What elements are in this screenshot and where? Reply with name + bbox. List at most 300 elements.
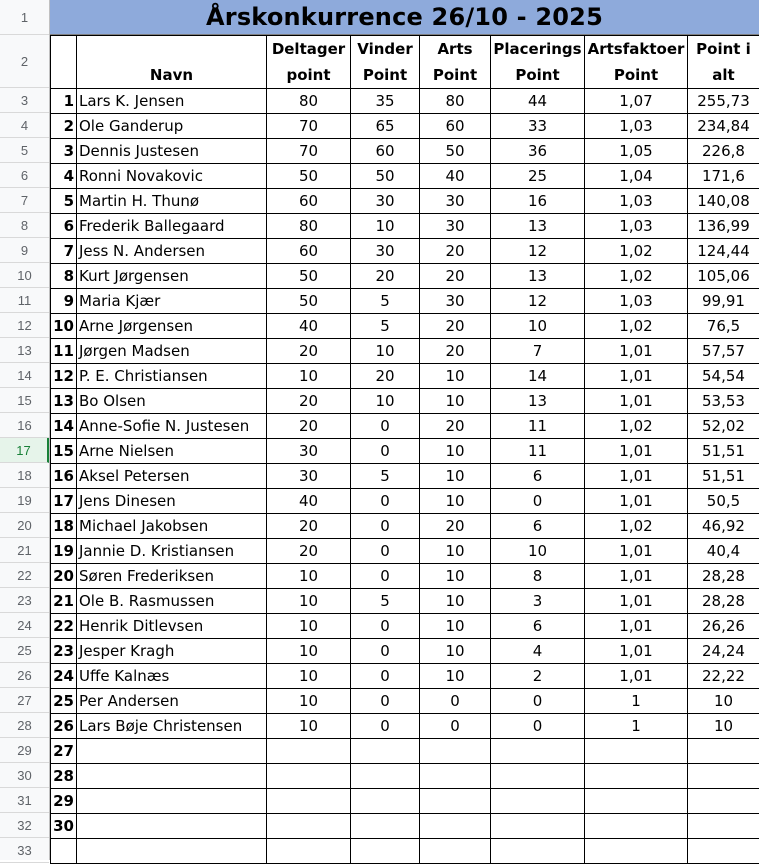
- total-point-cell[interactable]: 52,02: [688, 414, 759, 439]
- row-number[interactable]: 9: [0, 238, 49, 263]
- total-point-cell[interactable]: 171,6: [688, 164, 759, 189]
- row-number[interactable]: 30: [0, 763, 49, 788]
- artsfaktor-cell[interactable]: 1: [585, 714, 688, 739]
- artsfaktor-cell[interactable]: 1,01: [585, 589, 688, 614]
- row-number[interactable]: 31: [0, 788, 49, 813]
- table-row: [51, 689, 759, 714]
- artsfaktor-cell[interactable]: 1,01: [585, 614, 688, 639]
- arts-point-cell[interactable]: 10: [420, 489, 491, 514]
- name-cell[interactable]: Henrik Ditlevsen: [77, 614, 267, 639]
- vinder-point-cell[interactable]: [351, 764, 420, 789]
- table-row: [51, 514, 759, 539]
- arts-point-cell[interactable]: 60: [420, 114, 491, 139]
- rank-cell[interactable]: 5: [51, 189, 77, 214]
- deltager-point-cell[interactable]: 70: [267, 114, 351, 139]
- row-number[interactable]: 27: [0, 688, 49, 713]
- vinder-point-cell[interactable]: 35: [351, 89, 420, 114]
- row-number[interactable]: 6: [0, 163, 49, 188]
- deltager-point-cell[interactable]: [267, 764, 351, 789]
- placerings-point-cell[interactable]: 6: [491, 614, 585, 639]
- header-deltager[interactable]: [267, 36, 351, 89]
- total-point-cell[interactable]: 40,4: [688, 539, 759, 564]
- row-number[interactable]: 21: [0, 538, 49, 563]
- arts-point-cell[interactable]: 0: [420, 714, 491, 739]
- arts-point-cell[interactable]: 30: [420, 189, 491, 214]
- vinder-point-cell[interactable]: 5: [351, 314, 420, 339]
- deltager-point-cell[interactable]: 10: [267, 614, 351, 639]
- placerings-point-cell[interactable]: 12: [491, 239, 585, 264]
- header-placerings[interactable]: [491, 36, 585, 89]
- name-cell[interactable]: Anne-Sofie N. Justesen: [77, 414, 267, 439]
- placerings-point-cell[interactable]: 10: [491, 314, 585, 339]
- artsfaktor-cell[interactable]: 1,01: [585, 364, 688, 389]
- placerings-point-cell[interactable]: 6: [491, 514, 585, 539]
- rank-cell[interactable]: 21: [51, 589, 77, 614]
- placerings-point-cell[interactable]: [491, 789, 585, 814]
- artsfaktor-cell[interactable]: 1,01: [585, 439, 688, 464]
- vinder-point-cell[interactable]: 10: [351, 339, 420, 364]
- arts-point-cell[interactable]: 10: [420, 664, 491, 689]
- name-cell[interactable]: Arne Jørgensen: [77, 314, 267, 339]
- arts-point-cell[interactable]: 80: [420, 89, 491, 114]
- arts-point-cell[interactable]: [420, 739, 491, 764]
- total-point-cell[interactable]: 24,24: [688, 639, 759, 664]
- placerings-point-cell[interactable]: 2: [491, 664, 585, 689]
- arts-point-cell[interactable]: [420, 789, 491, 814]
- name-cell[interactable]: Kurt Jørgensen: [77, 264, 267, 289]
- deltager-point-cell[interactable]: 50: [267, 289, 351, 314]
- total-point-cell[interactable]: 234,84: [688, 114, 759, 139]
- arts-point-cell[interactable]: 10: [420, 364, 491, 389]
- arts-point-cell[interactable]: 20: [420, 314, 491, 339]
- name-cell[interactable]: [77, 789, 267, 814]
- arts-point-cell[interactable]: 20: [420, 414, 491, 439]
- placerings-point-cell[interactable]: [491, 814, 585, 839]
- vinder-point-cell[interactable]: 0: [351, 664, 420, 689]
- artsfaktor-cell[interactable]: 1,03: [585, 214, 688, 239]
- artsfaktor-cell[interactable]: 1,01: [585, 339, 688, 364]
- row-number[interactable]: 1: [0, 0, 49, 35]
- vinder-point-cell[interactable]: 20: [351, 364, 420, 389]
- placerings-point-cell[interactable]: 13: [491, 214, 585, 239]
- table-row: [51, 489, 759, 514]
- deltager-point-cell[interactable]: [267, 814, 351, 839]
- vinder-point-cell[interactable]: 20: [351, 264, 420, 289]
- arts-point-cell[interactable]: [420, 764, 491, 789]
- rank-cell[interactable]: 14: [51, 414, 77, 439]
- row-number[interactable]: 23: [0, 588, 49, 613]
- placerings-point-cell[interactable]: 6: [491, 464, 585, 489]
- arts-point-cell[interactable]: 20: [420, 239, 491, 264]
- placerings-point-cell[interactable]: 4: [491, 639, 585, 664]
- deltager-point-cell[interactable]: 80: [267, 214, 351, 239]
- vinder-point-cell[interactable]: 0: [351, 714, 420, 739]
- rank-cell[interactable]: 13: [51, 389, 77, 414]
- artsfaktor-cell[interactable]: 1,03: [585, 114, 688, 139]
- vinder-point-cell[interactable]: [351, 814, 420, 839]
- name-cell[interactable]: Per Andersen: [77, 689, 267, 714]
- table-row: [51, 539, 759, 564]
- rank-cell[interactable]: 26: [51, 714, 77, 739]
- artsfaktor-cell[interactable]: [585, 789, 688, 814]
- deltager-point-cell[interactable]: 40: [267, 489, 351, 514]
- artsfaktor-cell[interactable]: 1,01: [585, 639, 688, 664]
- name-cell[interactable]: Søren Frederiksen: [77, 564, 267, 589]
- name-cell[interactable]: Martin H. Thunø: [77, 189, 267, 214]
- header-rank-cell[interactable]: [51, 36, 77, 89]
- total-point-cell[interactable]: 226,8: [688, 139, 759, 164]
- row-number[interactable]: 14: [0, 363, 49, 388]
- artsfaktor-cell[interactable]: 1,01: [585, 389, 688, 414]
- name-cell[interactable]: Jannie D. Kristiansen: [77, 539, 267, 564]
- total-point-cell[interactable]: 28,28: [688, 589, 759, 614]
- deltager-point-cell[interactable]: 60: [267, 239, 351, 264]
- vinder-point-cell[interactable]: 50: [351, 164, 420, 189]
- vinder-point-cell[interactable]: [351, 789, 420, 814]
- total-point-cell[interactable]: 136,99: [688, 214, 759, 239]
- header-navn-label: Navn: [150, 66, 193, 84]
- vinder-point-cell[interactable]: 30: [351, 189, 420, 214]
- vinder-point-cell[interactable]: 0: [351, 514, 420, 539]
- arts-point-cell[interactable]: 20: [420, 264, 491, 289]
- deltager-point-cell[interactable]: [267, 739, 351, 764]
- header-vinder[interactable]: [351, 36, 420, 89]
- placerings-point-cell[interactable]: 7: [491, 339, 585, 364]
- rank-cell[interactable]: 4: [51, 164, 77, 189]
- deltager-point-cell[interactable]: 10: [267, 589, 351, 614]
- placerings-point-cell[interactable]: 12: [491, 289, 585, 314]
- arts-point-cell[interactable]: [420, 814, 491, 839]
- rank-cell[interactable]: 16: [51, 464, 77, 489]
- artsfaktor-cell[interactable]: 1,01: [585, 489, 688, 514]
- total-point-cell[interactable]: 46,92: [688, 514, 759, 539]
- header-total[interactable]: [688, 36, 759, 89]
- placerings-point-cell[interactable]: 25: [491, 164, 585, 189]
- header-line: Point: [351, 62, 419, 88]
- rank-cell[interactable]: 30: [51, 814, 77, 839]
- row-number[interactable]: 18: [0, 463, 49, 488]
- name-cell[interactable]: [77, 814, 267, 839]
- row-number[interactable]: 26: [0, 663, 49, 688]
- row-number[interactable]: 24: [0, 613, 49, 638]
- placerings-point-cell[interactable]: 0: [491, 689, 585, 714]
- artsfaktor-cell[interactable]: 1,02: [585, 514, 688, 539]
- artsfaktor-cell[interactable]: 1,02: [585, 239, 688, 264]
- arts-point-cell[interactable]: 30: [420, 214, 491, 239]
- rank-cell[interactable]: 1: [51, 89, 77, 114]
- rank-cell[interactable]: 12: [51, 364, 77, 389]
- name-cell[interactable]: Lars K. Jensen: [77, 89, 267, 114]
- rank-cell[interactable]: 10: [51, 314, 77, 339]
- row-number[interactable]: 2: [0, 35, 49, 88]
- total-point-cell[interactable]: 57,57: [688, 339, 759, 364]
- row-number[interactable]: 29: [0, 738, 49, 763]
- vinder-point-cell[interactable]: 5: [351, 289, 420, 314]
- arts-point-cell[interactable]: 30: [420, 289, 491, 314]
- rank-cell[interactable]: 27: [51, 739, 77, 764]
- deltager-point-cell[interactable]: 30: [267, 439, 351, 464]
- table-row: [51, 289, 759, 314]
- vinder-point-cell[interactable]: 5: [351, 589, 420, 614]
- artsfaktor-cell[interactable]: [585, 739, 688, 764]
- vinder-point-cell[interactable]: 0: [351, 614, 420, 639]
- placerings-point-cell[interactable]: 14: [491, 364, 585, 389]
- total-point-cell[interactable]: 54,54: [688, 364, 759, 389]
- placerings-point-cell[interactable]: 8: [491, 564, 585, 589]
- header-navn[interactable]: [77, 36, 267, 89]
- row-number[interactable]: 13: [0, 338, 49, 363]
- row-number[interactable]: 12: [0, 313, 49, 338]
- arts-point-cell[interactable]: 10: [420, 564, 491, 589]
- placerings-point-cell[interactable]: [491, 764, 585, 789]
- name-cell[interactable]: Jens Dinesen: [77, 489, 267, 514]
- header-line: Placerings: [491, 36, 584, 62]
- name-cell[interactable]: Aksel Petersen: [77, 464, 267, 489]
- placerings-point-cell[interactable]: 36: [491, 139, 585, 164]
- vinder-point-cell[interactable]: 0: [351, 439, 420, 464]
- row-number[interactable]: 8: [0, 213, 49, 238]
- rank-cell[interactable]: 18: [51, 514, 77, 539]
- artsfaktor-cell[interactable]: 1,01: [585, 664, 688, 689]
- row-number[interactable]: 7: [0, 188, 49, 213]
- total-point-cell[interactable]: 26,26: [688, 614, 759, 639]
- table-row: [51, 814, 759, 839]
- placerings-point-cell[interactable]: 13: [491, 264, 585, 289]
- total-point-cell[interactable]: 51,51: [688, 439, 759, 464]
- artsfaktor-cell[interactable]: 1,03: [585, 289, 688, 314]
- deltager-point-cell[interactable]: 20: [267, 539, 351, 564]
- total-point-cell[interactable]: 22,22: [688, 664, 759, 689]
- rank-cell[interactable]: 15: [51, 439, 77, 464]
- deltager-point-cell[interactable]: 20: [267, 514, 351, 539]
- row-number[interactable]: 28: [0, 713, 49, 738]
- deltager-point-cell[interactable]: 10: [267, 364, 351, 389]
- deltager-point-cell[interactable]: 10: [267, 689, 351, 714]
- vinder-point-cell[interactable]: 0: [351, 539, 420, 564]
- placerings-point-cell[interactable]: 0: [491, 714, 585, 739]
- total-point-cell[interactable]: 10: [688, 714, 759, 739]
- placerings-point-cell[interactable]: 10: [491, 539, 585, 564]
- vinder-point-cell[interactable]: 0: [351, 564, 420, 589]
- deltager-point-cell[interactable]: 60: [267, 189, 351, 214]
- name-cell[interactable]: Ole Ganderup: [77, 114, 267, 139]
- artsfaktor-cell[interactable]: [585, 764, 688, 789]
- row-number[interactable]: 4: [0, 113, 49, 138]
- rank-cell[interactable]: 19: [51, 539, 77, 564]
- deltager-point-cell[interactable]: 50: [267, 264, 351, 289]
- rank-cell[interactable]: 3: [51, 139, 77, 164]
- name-cell[interactable]: Jess N. Andersen: [77, 239, 267, 264]
- name-cell[interactable]: Arne Nielsen: [77, 439, 267, 464]
- total-point-cell[interactable]: 53,53: [688, 389, 759, 414]
- rank-cell[interactable]: 20: [51, 564, 77, 589]
- row-number[interactable]: 25: [0, 638, 49, 663]
- placerings-point-cell[interactable]: 11: [491, 414, 585, 439]
- row-number[interactable]: 3: [0, 88, 49, 113]
- total-point-cell[interactable]: 255,73: [688, 89, 759, 114]
- arts-point-cell[interactable]: 10: [420, 439, 491, 464]
- total-point-cell[interactable]: 28,28: [688, 564, 759, 589]
- rank-cell[interactable]: 22: [51, 614, 77, 639]
- name-cell[interactable]: [77, 739, 267, 764]
- name-cell[interactable]: Michael Jakobsen: [77, 514, 267, 539]
- arts-point-cell[interactable]: 50: [420, 139, 491, 164]
- table-row: [51, 614, 759, 639]
- table-row: [51, 789, 759, 814]
- arts-point-cell[interactable]: 10: [420, 464, 491, 489]
- row-number[interactable]: 15: [0, 388, 49, 413]
- arts-point-cell[interactable]: 10: [420, 614, 491, 639]
- rank-cell[interactable]: 11: [51, 339, 77, 364]
- arts-point-cell[interactable]: 10: [420, 639, 491, 664]
- name-cell[interactable]: Ronni Novakovic: [77, 164, 267, 189]
- arts-point-cell[interactable]: 10: [420, 389, 491, 414]
- header-artsfaktor[interactable]: [585, 36, 688, 89]
- deltager-point-cell[interactable]: 10: [267, 664, 351, 689]
- row-number[interactable]: 5: [0, 138, 49, 163]
- deltager-point-cell[interactable]: 20: [267, 414, 351, 439]
- name-cell[interactable]: Jesper Kragh: [77, 639, 267, 664]
- name-cell[interactable]: Frederik Ballegaard: [77, 214, 267, 239]
- artsfaktor-cell[interactable]: 1,04: [585, 164, 688, 189]
- row-number[interactable]: 10: [0, 263, 49, 288]
- header-line: Vinder: [351, 36, 419, 62]
- row-number[interactable]: 33: [0, 838, 49, 863]
- total-point-cell[interactable]: 76,5: [688, 314, 759, 339]
- total-point-cell[interactable]: 99,91: [688, 289, 759, 314]
- total-point-cell[interactable]: [688, 764, 759, 789]
- rank-cell[interactable]: 7: [51, 239, 77, 264]
- artsfaktor-cell[interactable]: 1,01: [585, 464, 688, 489]
- name-cell[interactable]: P. E. Christiansen: [77, 364, 267, 389]
- row-number[interactable]: 19: [0, 488, 49, 513]
- vinder-point-cell[interactable]: 0: [351, 689, 420, 714]
- header-line: alt: [688, 62, 759, 88]
- rank-cell[interactable]: 23: [51, 639, 77, 664]
- vinder-point-cell[interactable]: 0: [351, 639, 420, 664]
- rank-cell[interactable]: 28: [51, 764, 77, 789]
- row-number[interactable]: 11: [0, 288, 49, 313]
- placerings-point-cell[interactable]: 33: [491, 114, 585, 139]
- arts-point-cell[interactable]: 0: [420, 689, 491, 714]
- rank-cell[interactable]: 24: [51, 664, 77, 689]
- rank-cell[interactable]: 25: [51, 689, 77, 714]
- title-cell[interactable]: [50, 0, 759, 35]
- deltager-point-cell[interactable]: [267, 789, 351, 814]
- placerings-point-cell[interactable]: [491, 739, 585, 764]
- vinder-point-cell[interactable]: 30: [351, 239, 420, 264]
- arts-point-cell[interactable]: 10: [420, 539, 491, 564]
- artsfaktor-cell[interactable]: 1,01: [585, 539, 688, 564]
- name-cell[interactable]: Bo Olsen: [77, 389, 267, 414]
- artsfaktor-cell[interactable]: 1,02: [585, 314, 688, 339]
- table-row: [51, 264, 759, 289]
- placerings-point-cell[interactable]: 44: [491, 89, 585, 114]
- total-point-cell[interactable]: 50,5: [688, 489, 759, 514]
- arts-point-cell[interactable]: 20: [420, 514, 491, 539]
- artsfaktor-cell[interactable]: 1,01: [585, 564, 688, 589]
- total-point-cell[interactable]: 105,06: [688, 264, 759, 289]
- row-number[interactable]: 20: [0, 513, 49, 538]
- vinder-point-cell[interactable]: [351, 739, 420, 764]
- total-point-cell[interactable]: 140,08: [688, 189, 759, 214]
- vinder-point-cell[interactable]: 60: [351, 139, 420, 164]
- artsfaktor-cell[interactable]: [585, 814, 688, 839]
- deltager-point-cell[interactable]: 10: [267, 639, 351, 664]
- vinder-point-cell[interactable]: 10: [351, 214, 420, 239]
- deltager-point-cell[interactable]: 40: [267, 314, 351, 339]
- arts-point-cell[interactable]: 40: [420, 164, 491, 189]
- arts-point-cell[interactable]: 20: [420, 339, 491, 364]
- header-line: Artsfaktoer: [585, 36, 687, 62]
- vinder-point-cell[interactable]: 65: [351, 114, 420, 139]
- name-cell[interactable]: Jørgen Madsen: [77, 339, 267, 364]
- arts-point-cell[interactable]: 10: [420, 589, 491, 614]
- total-point-cell[interactable]: 124,44: [688, 239, 759, 264]
- deltager-point-cell[interactable]: 50: [267, 164, 351, 189]
- deltager-point-cell[interactable]: 20: [267, 389, 351, 414]
- name-cell[interactable]: Maria Kjær: [77, 289, 267, 314]
- vinder-point-cell[interactable]: 0: [351, 489, 420, 514]
- name-cell[interactable]: [77, 764, 267, 789]
- placerings-point-cell[interactable]: 3: [491, 589, 585, 614]
- header-line: Arts: [420, 36, 490, 62]
- rank-cell[interactable]: 9: [51, 289, 77, 314]
- row-number[interactable]: 32: [0, 813, 49, 838]
- name-cell[interactable]: Lars Bøje Christensen: [77, 714, 267, 739]
- deltager-point-cell[interactable]: 30: [267, 464, 351, 489]
- rank-cell[interactable]: 8: [51, 264, 77, 289]
- rank-cell[interactable]: 29: [51, 789, 77, 814]
- placerings-point-cell[interactable]: 11: [491, 439, 585, 464]
- row-number[interactable]: 16: [0, 413, 49, 438]
- header-arts[interactable]: [420, 36, 491, 89]
- deltager-point-cell[interactable]: 80: [267, 89, 351, 114]
- total-point-cell[interactable]: [688, 789, 759, 814]
- name-cell[interactable]: Uffe Kalnæs: [77, 664, 267, 689]
- deltager-point-cell[interactable]: 70: [267, 139, 351, 164]
- total-point-cell[interactable]: [688, 814, 759, 839]
- artsfaktor-cell[interactable]: 1,03: [585, 189, 688, 214]
- rank-cell[interactable]: 6: [51, 214, 77, 239]
- deltager-point-cell[interactable]: 10: [267, 714, 351, 739]
- total-point-cell[interactable]: [688, 739, 759, 764]
- artsfaktor-cell[interactable]: 1,05: [585, 139, 688, 164]
- vinder-point-cell[interactable]: 0: [351, 414, 420, 439]
- rank-cell[interactable]: 2: [51, 114, 77, 139]
- rank-cell[interactable]: 17: [51, 489, 77, 514]
- row-number[interactable]: 17: [0, 438, 49, 463]
- table-row: [51, 214, 759, 239]
- placerings-point-cell[interactable]: 16: [491, 189, 585, 214]
- placerings-point-cell[interactable]: 0: [491, 489, 585, 514]
- artsfaktor-cell[interactable]: 1,02: [585, 264, 688, 289]
- total-point-cell[interactable]: 10: [688, 689, 759, 714]
- name-cell[interactable]: Ole B. Rasmussen: [77, 589, 267, 614]
- row-number[interactable]: 22: [0, 563, 49, 588]
- total-point-cell[interactable]: 51,51: [688, 464, 759, 489]
- artsfaktor-cell[interactable]: 1: [585, 689, 688, 714]
- artsfaktor-cell[interactable]: 1,07: [585, 89, 688, 114]
- vinder-point-cell[interactable]: 5: [351, 464, 420, 489]
- table-row: [51, 189, 759, 214]
- vinder-point-cell[interactable]: 10: [351, 389, 420, 414]
- deltager-point-cell[interactable]: 20: [267, 339, 351, 364]
- artsfaktor-cell[interactable]: 1,02: [585, 414, 688, 439]
- deltager-point-cell[interactable]: 10: [267, 564, 351, 589]
- placerings-point-cell[interactable]: 13: [491, 389, 585, 414]
- name-cell[interactable]: Dennis Justesen: [77, 139, 267, 164]
